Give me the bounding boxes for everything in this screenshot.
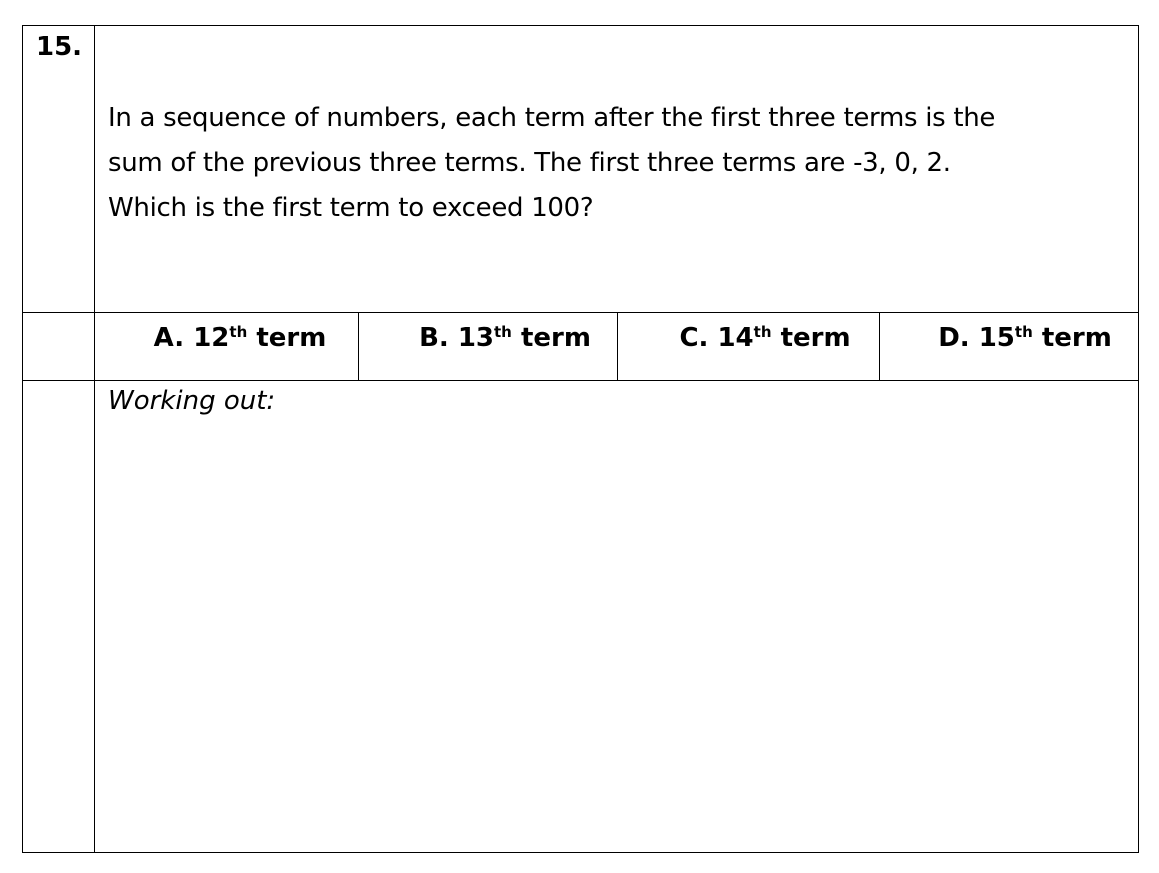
option-suffix: th (1014, 323, 1033, 341)
option-letter: D. (938, 323, 970, 353)
option-number: 14 (717, 323, 754, 353)
option-number: 15 (978, 323, 1015, 353)
option-c[interactable] (655, 318, 875, 358)
option-suffix: th (753, 323, 772, 341)
divider (22, 312, 1139, 313)
question-text (108, 96, 1118, 231)
divider (358, 312, 359, 381)
option-word: term (1041, 323, 1112, 353)
option-d[interactable] (915, 318, 1135, 358)
option-number: 13 (457, 323, 495, 353)
option-b[interactable] (395, 318, 615, 358)
option-word: term (780, 323, 851, 353)
divider (94, 25, 95, 853)
question-line: sum of the previous three terms. The first three terms are -3, 0, 2. (108, 148, 951, 178)
option-letter: A. (153, 323, 185, 353)
option-suffix: th (229, 323, 248, 341)
option-word: term (256, 323, 327, 353)
border-top (22, 25, 1139, 26)
divider (617, 312, 618, 381)
question-line: Which is the first term to exceed 100? (108, 193, 594, 223)
option-a[interactable] (130, 318, 350, 358)
border-bottom (22, 852, 1139, 853)
option-word: term (520, 323, 591, 353)
option-number: 12 (193, 323, 230, 353)
option-letter: C. (679, 323, 709, 353)
divider (22, 380, 1139, 381)
working-out-label: Working out: (108, 386, 276, 416)
question-line: In a sequence of numbers, each term after the first three terms is the (108, 103, 996, 133)
border-right (1138, 25, 1139, 853)
question-number: 15. (36, 32, 83, 62)
divider (879, 312, 880, 381)
border-left (22, 25, 23, 853)
option-suffix: th (494, 323, 512, 341)
option-letter: B. (419, 323, 449, 353)
